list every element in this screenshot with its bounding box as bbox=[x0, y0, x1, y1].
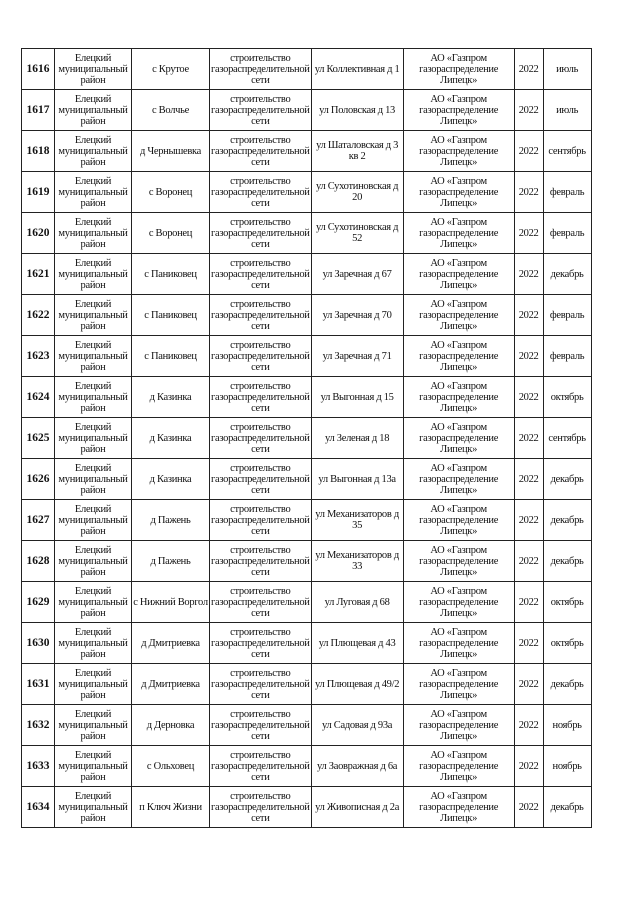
month-cell: октябрь bbox=[543, 623, 591, 664]
organization-cell: АО «Газпром газораспределение Липецк» bbox=[403, 377, 514, 418]
year-cell: 2022 bbox=[514, 418, 543, 459]
locality-cell: д Казинка bbox=[132, 418, 210, 459]
month-cell: декабрь bbox=[543, 500, 591, 541]
row-number: 1629 bbox=[22, 582, 55, 623]
locality-cell: с Ольховец bbox=[132, 746, 210, 787]
district-cell: Елецкий муниципальный район bbox=[55, 213, 132, 254]
month-cell: февраль bbox=[543, 213, 591, 254]
table-row bbox=[22, 459, 592, 500]
row-number: 1631 bbox=[22, 664, 55, 705]
row-number: 1633 bbox=[22, 746, 55, 787]
address-cell: ул Заовражная д 6а bbox=[311, 746, 403, 787]
organization-cell: АО «Газпром газораспределение Липецк» bbox=[403, 172, 514, 213]
work-type-cell: строительство газораспределительной сети bbox=[210, 336, 312, 377]
month-cell: февраль bbox=[543, 295, 591, 336]
month-cell: декабрь bbox=[543, 459, 591, 500]
organization-cell: АО «Газпром газораспределение Липецк» bbox=[403, 541, 514, 582]
year-cell: 2022 bbox=[514, 131, 543, 172]
address-cell: ул Половская д 13 bbox=[311, 90, 403, 131]
organization-cell: АО «Газпром газораспределение Липецк» bbox=[403, 746, 514, 787]
work-type-cell: строительство газораспределительной сети bbox=[210, 213, 312, 254]
month-cell: ноябрь bbox=[543, 705, 591, 746]
district-cell: Елецкий муниципальный район bbox=[55, 336, 132, 377]
locality-cell: д Пажень bbox=[132, 500, 210, 541]
locality-cell: д Дерновка bbox=[132, 705, 210, 746]
gasification-table bbox=[21, 48, 592, 828]
address-cell: ул Выгонная д 13а bbox=[311, 459, 403, 500]
locality-cell: с Воронец bbox=[132, 172, 210, 213]
month-cell: декабрь bbox=[543, 664, 591, 705]
table-row bbox=[22, 49, 592, 90]
table-row bbox=[22, 418, 592, 459]
district-cell: Елецкий муниципальный район bbox=[55, 664, 132, 705]
month-cell: октябрь bbox=[543, 377, 591, 418]
year-cell: 2022 bbox=[514, 500, 543, 541]
locality-cell: д Чернышевка bbox=[132, 131, 210, 172]
district-cell: Елецкий муниципальный район bbox=[55, 582, 132, 623]
organization-cell: АО «Газпром газораспределение Липецк» bbox=[403, 623, 514, 664]
year-cell: 2022 bbox=[514, 541, 543, 582]
district-cell: Елецкий муниципальный район bbox=[55, 90, 132, 131]
district-cell: Елецкий муниципальный район bbox=[55, 377, 132, 418]
district-cell: Елецкий муниципальный район bbox=[55, 459, 132, 500]
address-cell: ул Механизаторов д 35 bbox=[311, 500, 403, 541]
locality-cell: д Дмитриевка bbox=[132, 664, 210, 705]
work-type-cell: строительство газораспределительной сети bbox=[210, 90, 312, 131]
organization-cell: АО «Газпром газораспределение Липецк» bbox=[403, 295, 514, 336]
district-cell: Елецкий муниципальный район bbox=[55, 787, 132, 828]
work-type-cell: строительство газораспределительной сети bbox=[210, 500, 312, 541]
district-cell: Елецкий муниципальный район bbox=[55, 254, 132, 295]
table-row bbox=[22, 377, 592, 418]
district-cell: Елецкий муниципальный район bbox=[55, 623, 132, 664]
address-cell: ул Зеленая д 18 bbox=[311, 418, 403, 459]
work-type-cell: строительство газораспределительной сети bbox=[210, 746, 312, 787]
table-row bbox=[22, 336, 592, 377]
work-type-cell: строительство газораспределительной сети bbox=[210, 664, 312, 705]
locality-cell: д Пажень bbox=[132, 541, 210, 582]
address-cell: ул Живописная д 2а bbox=[311, 787, 403, 828]
address-cell: ул Заречная д 70 bbox=[311, 295, 403, 336]
address-cell: ул Луговая д 68 bbox=[311, 582, 403, 623]
district-cell: Елецкий муниципальный район bbox=[55, 705, 132, 746]
organization-cell: АО «Газпром газораспределение Липецк» bbox=[403, 49, 514, 90]
year-cell: 2022 bbox=[514, 172, 543, 213]
month-cell: июль bbox=[543, 49, 591, 90]
locality-cell: с Паниковец bbox=[132, 254, 210, 295]
organization-cell: АО «Газпром газораспределение Липецк» bbox=[403, 213, 514, 254]
month-cell: декабрь bbox=[543, 254, 591, 295]
address-cell: ул Заречная д 71 bbox=[311, 336, 403, 377]
row-number: 1625 bbox=[22, 418, 55, 459]
row-number: 1616 bbox=[22, 49, 55, 90]
work-type-cell: строительство газораспределительной сети bbox=[210, 459, 312, 500]
year-cell: 2022 bbox=[514, 623, 543, 664]
work-type-cell: строительство газораспределительной сети bbox=[210, 418, 312, 459]
table-row bbox=[22, 787, 592, 828]
table-row bbox=[22, 664, 592, 705]
table-row bbox=[22, 705, 592, 746]
table-row bbox=[22, 131, 592, 172]
table-row bbox=[22, 623, 592, 664]
address-cell: ул Механизаторов д 33 bbox=[311, 541, 403, 582]
address-cell: ул Сухотиновская д 20 bbox=[311, 172, 403, 213]
locality-cell: д Казинка bbox=[132, 459, 210, 500]
table-row bbox=[22, 541, 592, 582]
work-type-cell: строительство газораспределительной сети bbox=[210, 131, 312, 172]
work-type-cell: строительство газораспределительной сети bbox=[210, 623, 312, 664]
table-row bbox=[22, 90, 592, 131]
organization-cell: АО «Газпром газораспределение Липецк» bbox=[403, 500, 514, 541]
address-cell: ул Коллективная д 1 bbox=[311, 49, 403, 90]
work-type-cell: строительство газораспределительной сети bbox=[210, 377, 312, 418]
organization-cell: АО «Газпром газораспределение Липецк» bbox=[403, 90, 514, 131]
address-cell: ул Плющевая д 43 bbox=[311, 623, 403, 664]
month-cell: сентябрь bbox=[543, 131, 591, 172]
year-cell: 2022 bbox=[514, 295, 543, 336]
table-row bbox=[22, 213, 592, 254]
locality-cell: с Крутое bbox=[132, 49, 210, 90]
locality-cell: с Нижний Воргол bbox=[132, 582, 210, 623]
work-type-cell: строительство газораспределительной сети bbox=[210, 49, 312, 90]
locality-cell: с Паниковец bbox=[132, 295, 210, 336]
address-cell: ул Плющевая д 49/2 bbox=[311, 664, 403, 705]
organization-cell: АО «Газпром газораспределение Липецк» bbox=[403, 787, 514, 828]
year-cell: 2022 bbox=[514, 582, 543, 623]
organization-cell: АО «Газпром газораспределение Липецк» bbox=[403, 459, 514, 500]
row-number: 1622 bbox=[22, 295, 55, 336]
organization-cell: АО «Газпром газораспределение Липецк» bbox=[403, 582, 514, 623]
locality-cell: д Казинка bbox=[132, 377, 210, 418]
district-cell: Елецкий муниципальный район bbox=[55, 131, 132, 172]
year-cell: 2022 bbox=[514, 705, 543, 746]
address-cell: ул Заречная д 67 bbox=[311, 254, 403, 295]
year-cell: 2022 bbox=[514, 254, 543, 295]
row-number: 1632 bbox=[22, 705, 55, 746]
month-cell: декабрь bbox=[543, 787, 591, 828]
district-cell: Елецкий муниципальный район bbox=[55, 172, 132, 213]
year-cell: 2022 bbox=[514, 213, 543, 254]
row-number: 1621 bbox=[22, 254, 55, 295]
work-type-cell: строительство газораспределительной сети bbox=[210, 787, 312, 828]
organization-cell: АО «Газпром газораспределение Липецк» bbox=[403, 254, 514, 295]
work-type-cell: строительство газораспределительной сети bbox=[210, 254, 312, 295]
district-cell: Елецкий муниципальный район bbox=[55, 541, 132, 582]
district-cell: Елецкий муниципальный район bbox=[55, 49, 132, 90]
organization-cell: АО «Газпром газораспределение Липецк» bbox=[403, 131, 514, 172]
district-cell: Елецкий муниципальный район bbox=[55, 500, 132, 541]
work-type-cell: строительство газораспределительной сети bbox=[210, 582, 312, 623]
table-row bbox=[22, 254, 592, 295]
row-number: 1624 bbox=[22, 377, 55, 418]
table-row bbox=[22, 295, 592, 336]
year-cell: 2022 bbox=[514, 459, 543, 500]
organization-cell: АО «Газпром газораспределение Липецк» bbox=[403, 664, 514, 705]
year-cell: 2022 bbox=[514, 336, 543, 377]
row-number: 1627 bbox=[22, 500, 55, 541]
row-number: 1620 bbox=[22, 213, 55, 254]
row-number: 1634 bbox=[22, 787, 55, 828]
table-row bbox=[22, 172, 592, 213]
address-cell: ул Шаталовская д 3 кв 2 bbox=[311, 131, 403, 172]
year-cell: 2022 bbox=[514, 787, 543, 828]
year-cell: 2022 bbox=[514, 49, 543, 90]
year-cell: 2022 bbox=[514, 90, 543, 131]
address-cell: ул Сухотиновская д 52 bbox=[311, 213, 403, 254]
district-cell: Елецкий муниципальный район bbox=[55, 418, 132, 459]
row-number: 1623 bbox=[22, 336, 55, 377]
work-type-cell: строительство газораспределительной сети bbox=[210, 541, 312, 582]
locality-cell: п Ключ Жизни bbox=[132, 787, 210, 828]
month-cell: февраль bbox=[543, 336, 591, 377]
work-type-cell: строительство газораспределительной сети bbox=[210, 705, 312, 746]
locality-cell: с Воронец bbox=[132, 213, 210, 254]
row-number: 1619 bbox=[22, 172, 55, 213]
row-number: 1617 bbox=[22, 90, 55, 131]
address-cell: ул Садовая д 93а bbox=[311, 705, 403, 746]
organization-cell: АО «Газпром газораспределение Липецк» bbox=[403, 336, 514, 377]
month-cell: октябрь bbox=[543, 582, 591, 623]
table-row bbox=[22, 746, 592, 787]
month-cell: июль bbox=[543, 90, 591, 131]
row-number: 1626 bbox=[22, 459, 55, 500]
table-row bbox=[22, 582, 592, 623]
row-number: 1618 bbox=[22, 131, 55, 172]
organization-cell: АО «Газпром газораспределение Липецк» bbox=[403, 418, 514, 459]
row-number: 1630 bbox=[22, 623, 55, 664]
month-cell: ноябрь bbox=[543, 746, 591, 787]
district-cell: Елецкий муниципальный район bbox=[55, 746, 132, 787]
year-cell: 2022 bbox=[514, 664, 543, 705]
work-type-cell: строительство газораспределительной сети bbox=[210, 295, 312, 336]
locality-cell: д Дмитриевка bbox=[132, 623, 210, 664]
district-cell: Елецкий муниципальный район bbox=[55, 295, 132, 336]
organization-cell: АО «Газпром газораспределение Липецк» bbox=[403, 705, 514, 746]
year-cell: 2022 bbox=[514, 746, 543, 787]
month-cell: сентябрь bbox=[543, 418, 591, 459]
year-cell: 2022 bbox=[514, 377, 543, 418]
locality-cell: с Паниковец bbox=[132, 336, 210, 377]
address-cell: ул Выгонная д 15 bbox=[311, 377, 403, 418]
work-type-cell: строительство газораспределительной сети bbox=[210, 172, 312, 213]
month-cell: февраль bbox=[543, 172, 591, 213]
row-number: 1628 bbox=[22, 541, 55, 582]
locality-cell: с Волчье bbox=[132, 90, 210, 131]
month-cell: декабрь bbox=[543, 541, 591, 582]
table-row bbox=[22, 500, 592, 541]
